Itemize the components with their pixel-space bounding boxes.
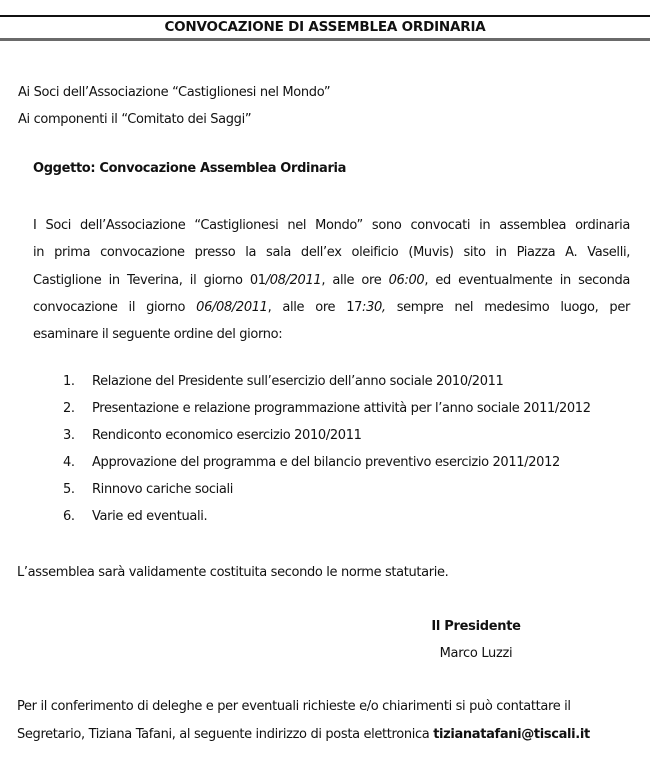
text-segment: convocazione il giorno [33, 299, 197, 315]
paragraph-line-4 [33, 294, 630, 321]
paragraph-line-2: in prima convocazione presso la sala dell’ex oleificio (Muvis) sito in Piazza A. Vaselli, [33, 245, 630, 261]
first-time: 06:00 [388, 272, 425, 288]
recipient-line-2: Ai componenti il “Comitato dei Saggi” [18, 112, 252, 127]
text-segment: Segretario, Tiziana Tafani, al seguente indirizzo di posta elettronica [17, 727, 434, 742]
first-date: /08/2011 [265, 272, 322, 288]
contact-line-2 [17, 721, 632, 749]
agenda-number: 3. [63, 428, 75, 444]
agenda-text: Approvazione del programma e del bilancio preventivo esercizio 2011/2012 [92, 455, 560, 471]
paragraph-line-1: I Soci dell’Associazione “Castiglionesi nel Mondo” sono convocati in assemblea ordinaria [33, 218, 630, 233]
text-segment: , alle ore [321, 272, 389, 288]
signature-role: Il Presidente [431, 619, 521, 634]
agenda-text: Presentazione e relazione programmazione attività per l’anno sociale 2011/2012 [92, 401, 591, 417]
signature-name: Marco Luzzi [439, 646, 513, 661]
paragraph-line-3 [33, 267, 630, 294]
closing-statement: L’assemblea sarà validamente costituita secondo le norme statutarie. [17, 565, 449, 580]
text-segment: , ed eventualmente in seconda [424, 272, 630, 288]
agenda-number: 1. [63, 374, 75, 389]
contact-email-link[interactable]: tizianatafani@tiscali.it [433, 727, 590, 742]
second-time: :30, [362, 299, 386, 315]
document-title-bar [0, 15, 650, 41]
contact-note [17, 693, 632, 749]
paragraph-line-5: esaminare il seguente ordine del giorno: [33, 327, 283, 343]
agenda-text: Rinnovo cariche sociali [92, 482, 234, 498]
text-segment: Castiglione in Teverina, il giorno 01 [33, 272, 266, 288]
agenda-text: Varie ed eventuali. [92, 509, 208, 525]
agenda-number: 6. [63, 509, 75, 525]
text-segment: sempre nel medesimo luogo, per [385, 299, 630, 315]
subject-line: Oggetto: Convocazione Assemblea Ordinaria [33, 161, 347, 176]
document-title: CONVOCAZIONE DI ASSEMBLEA ORDINARIA [164, 19, 486, 35]
text-segment: , alle ore 17 [267, 299, 363, 315]
recipient-line-1: Ai Soci dell’Associazione “Castiglionesi nel Mondo” [18, 85, 331, 100]
second-date: 06/08/2011 [196, 299, 268, 315]
agenda-number: 4. [63, 455, 75, 471]
convocation-paragraph [33, 212, 630, 348]
contact-line-1: Per il conferimento di deleghe e per eventuali richieste e/o chiarimenti si può contattare il [17, 699, 571, 714]
agenda-text: Rendiconto economico esercizio 2010/2011 [92, 428, 362, 444]
agenda-number: 2. [63, 401, 75, 417]
agenda-number: 5. [63, 482, 75, 498]
agenda-text: Relazione del Presidente sull’esercizio dell’anno sociale 2010/2011 [92, 374, 504, 389]
